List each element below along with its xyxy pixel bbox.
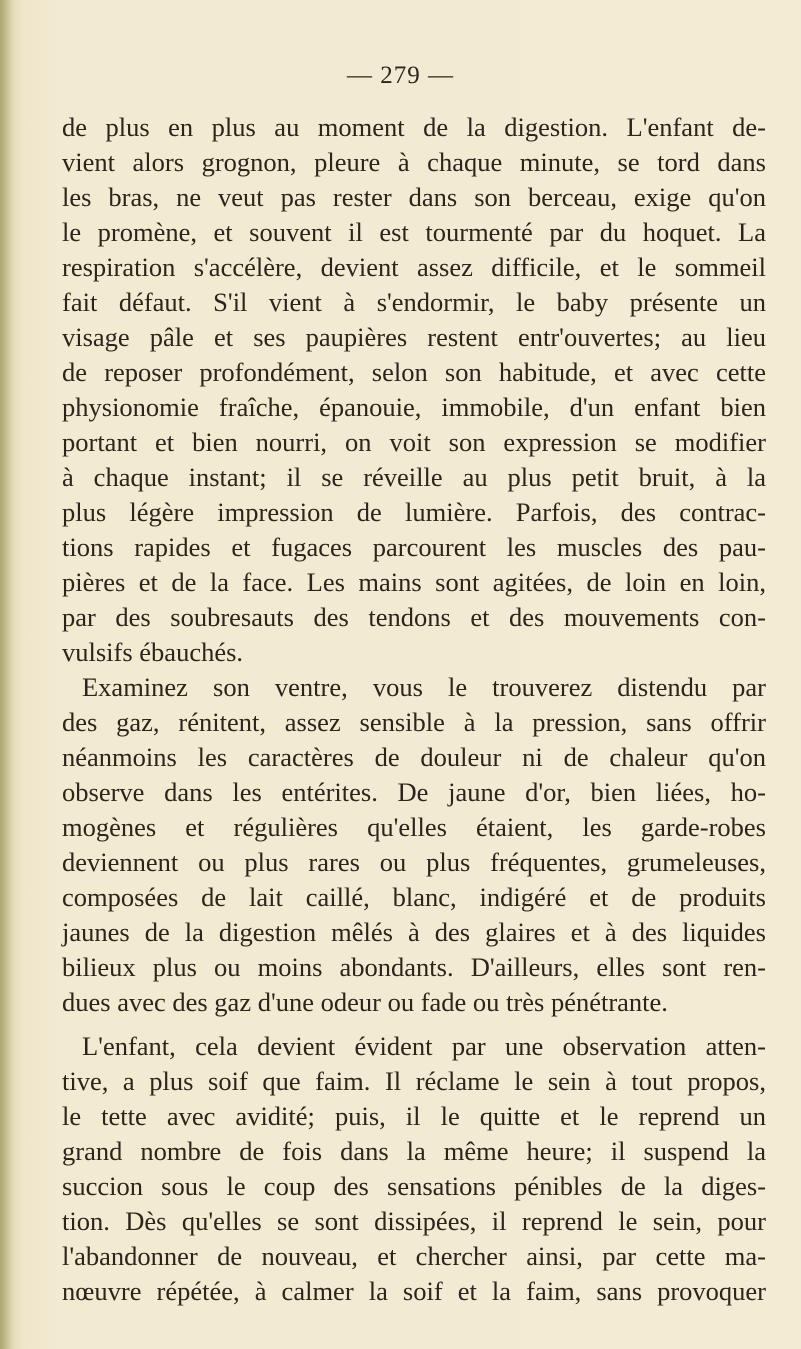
text-line: physionomie fraîche, épanouie, immobile, d'un enfant bien (62, 392, 766, 422)
text-line: le tette avec avidité; puis, il le quitte et le reprend un (62, 1101, 766, 1131)
text-line: Examinez son ventre, vous le trouverez distendu par (82, 672, 766, 702)
text-line: bilieux plus ou moins abondants. D'ailleurs, elles sont ren- (62, 952, 766, 982)
text-line: les bras, ne veut pas rester dans son berceau, exige qu'on (62, 182, 766, 212)
text-line: portant et bien nourri, on voit son expression se modifier (62, 427, 766, 457)
text-line: tion. Dès qu'elles se sont dissipées, il reprend le sein, pour (62, 1206, 766, 1236)
paragraph-2 (62, 670, 766, 1020)
text-line: le promène, et souvent il est tourmenté par du hoquet. La (62, 217, 766, 247)
text-line: à chaque instant; il se réveille au plus petit bruit, à la (62, 462, 766, 492)
paragraph-3 (62, 1029, 766, 1309)
binding-shadow (0, 0, 14, 1349)
text-line: nœuvre répétée, à calmer la soif et la faim, sans provoquer (62, 1276, 766, 1306)
text-line: plus légère impression de lumière. Parfois, des contrac- (62, 497, 766, 527)
text-line: tive, a plus soif que faim. Il réclame le sein à tout propos, (62, 1066, 766, 1096)
page-number: — 279 — (347, 62, 454, 89)
paragraph-spacer (62, 1020, 766, 1029)
text-line: dues avec des gaz d'une odeur ou fade ou très pénétrante. (62, 987, 668, 1017)
text-line: succion sous le coup des sensations pénibles de la diges- (62, 1171, 766, 1201)
text-line: mogènes et régulières qu'elles étaient, les garde-robes (62, 812, 766, 842)
body-text (62, 110, 766, 1309)
text-line: par des soubresauts des tendons et des mouvements con- (62, 602, 766, 632)
text-line: néanmoins les caractères de douleur ni de chaleur qu'on (62, 742, 766, 772)
text-line: respiration s'accélère, devient assez difficile, et le sommeil (62, 252, 766, 282)
text-line: L'enfant, cela devient évident par une observation atten- (82, 1031, 766, 1061)
text-line: grand nombre de fois dans la même heure; il suspend la (62, 1136, 766, 1166)
text-line: l'abandonner de nouveau, et chercher ainsi, par cette ma- (62, 1241, 766, 1271)
text-line: composées de lait caillé, blanc, indigéré et de produits (62, 882, 766, 912)
paragraph-1 (62, 110, 766, 670)
text-line: deviennent ou plus rares ou plus fréquentes, grumeleuses, (62, 847, 766, 877)
text-line: vulsifs ébauchés. (62, 637, 244, 667)
text-line: jaunes de la digestion mêlés à des glaires et à des liquides (62, 917, 766, 947)
text-line: des gaz, rénitent, assez sensible à la pression, sans offrir (62, 707, 766, 737)
text-line: observe dans les entérites. De jaune d'or, bien liées, ho- (62, 777, 766, 807)
text-line: fait défaut. S'il vient à s'endormir, le baby présente un (62, 287, 766, 317)
text-line: pières et de la face. Les mains sont agitées, de loin en loin, (62, 567, 766, 597)
text-line: tions rapides et fugaces parcourent les muscles des pau- (62, 532, 766, 562)
text-line: de reposer profondément, selon son habitude, et avec cette (62, 357, 766, 387)
text-line: visage pâle et ses paupières restent entr'ouvertes; au lieu (62, 322, 766, 352)
text-line: de plus en plus au moment de la digestion. L'enfant de- (62, 112, 766, 142)
text-line: vient alors grognon, pleure à chaque minute, se tord dans (62, 147, 766, 177)
